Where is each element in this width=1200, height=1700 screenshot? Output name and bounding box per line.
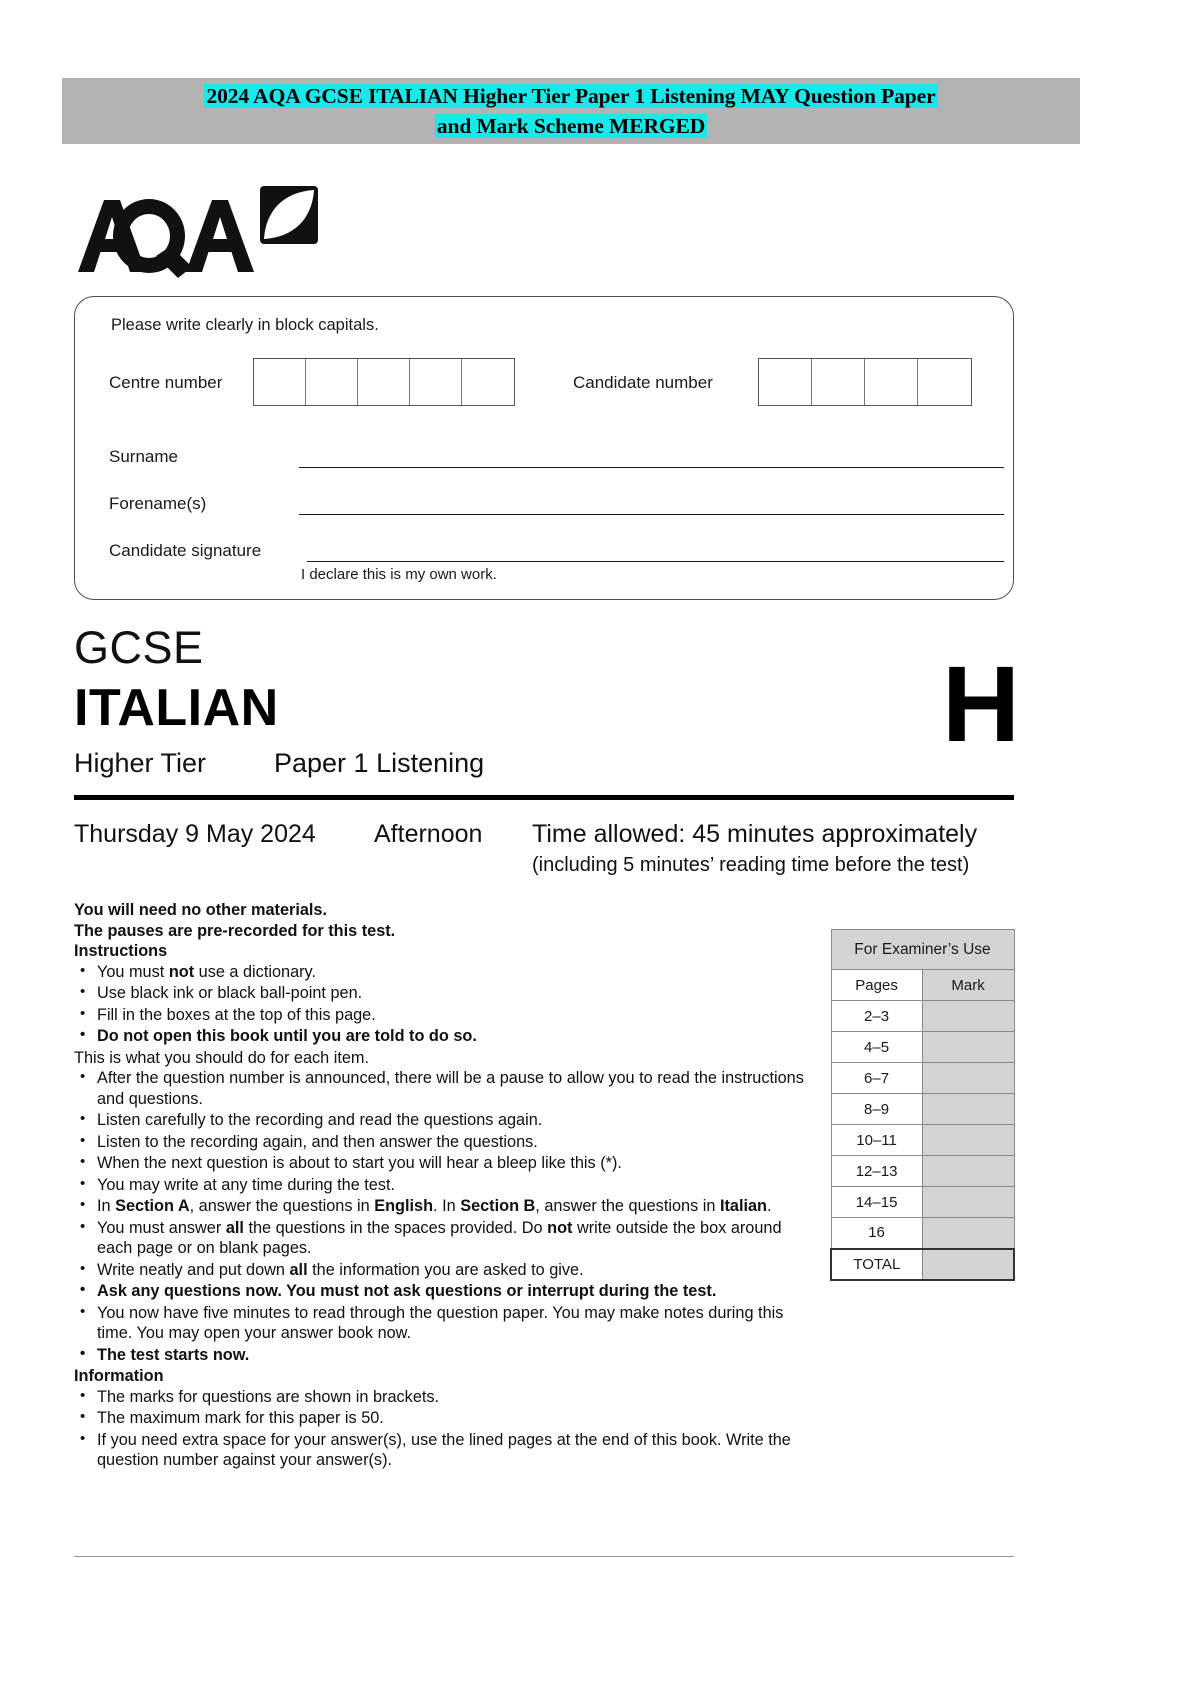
instructions-list-primary <box>74 962 819 1047</box>
table-row <box>831 1001 1014 1032</box>
exam-date: Thursday 9 May 2024 <box>74 820 316 848</box>
list-item <box>74 1430 819 1471</box>
examiner-table-body <box>831 930 1014 1280</box>
item-emphasis: not <box>547 1218 573 1237</box>
list-item-do-not-open <box>74 1026 819 1047</box>
centre-number-label: Centre number <box>109 373 223 392</box>
candidate-number-cell[interactable] <box>865 359 918 405</box>
list-item-five-minutes <box>74 1303 819 1344</box>
pages-range: 12–13 <box>831 1156 922 1187</box>
total-label: TOTAL <box>831 1249 922 1280</box>
item-text: After the question number is announced, there will be a pause to allow you to read the instructions and questions. <box>97 1069 804 1108</box>
time-allowed-note: (including 5 minutes’ reading time before the test) <box>532 854 970 876</box>
materials-note-2: The pauses are pre-recorded for this test. <box>74 921 396 940</box>
item-text: . In <box>433 1197 461 1215</box>
candidate-number-label: Candidate number <box>573 373 713 392</box>
forenames-input-line[interactable] <box>299 514 1004 515</box>
list-item <box>74 1110 819 1131</box>
aqa-logo <box>74 182 320 278</box>
item-text: The marks for questions are shown in brackets. <box>97 1387 440 1406</box>
candidate-details-box <box>74 296 1014 600</box>
item-emphasis: not <box>168 962 195 981</box>
pages-range: 16 <box>831 1218 922 1249</box>
table-row-columns <box>831 970 1014 1001</box>
item-emphasis: all <box>289 1260 308 1279</box>
item-emphasis: Section A <box>115 1197 190 1215</box>
centre-number-input[interactable] <box>253 358 515 406</box>
instructions-block <box>74 900 819 1472</box>
table-row <box>831 1218 1014 1249</box>
list-item-answer-all <box>74 1218 819 1259</box>
item-text: You now have five minutes to read through the question paper. You may make notes during this time. You may open your answer book now. <box>97 1303 784 1342</box>
item-text: , answer the questions in <box>189 1197 375 1215</box>
each-item-note: This is what you should do for each item. <box>74 1048 370 1067</box>
pages-range: 6–7 <box>831 1063 922 1094</box>
item-text: If you need extra space for your answer(s), use the lined pages at the end of this book. Write the question number against your answer(s). <box>97 1430 791 1469</box>
item-text: The maximum mark for this paper is 50. <box>97 1409 384 1427</box>
item-text: You must <box>97 962 169 981</box>
item-text: Listen carefully to the recording and read the questions again. <box>97 1111 543 1129</box>
time-allowed: Time allowed: 45 minutes approximately <box>532 820 978 848</box>
qualification-title: GCSE <box>74 622 204 673</box>
materials-note-1: You will need no other materials. <box>74 901 328 919</box>
item-emphasis: all <box>225 1218 244 1237</box>
item-text: In <box>97 1197 116 1215</box>
list-item-test-starts <box>74 1345 819 1366</box>
item-text: Use black ink or black ball-point pen. <box>97 984 363 1002</box>
centre-number-cell[interactable] <box>410 359 462 405</box>
item-text: write outside the box around each page or on blank pages. <box>97 1218 782 1257</box>
document-title-banner-text <box>62 78 1080 144</box>
table-row <box>831 1063 1014 1094</box>
surname-label: Surname <box>109 447 178 466</box>
exam-session: Afternoon <box>374 820 483 848</box>
mark-entry-cell[interactable] <box>922 1032 1014 1063</box>
banner-line-1: 2024 AQA GCSE ITALIAN Higher Tier Paper 1 Listening MAY Question Paper <box>206 84 936 108</box>
list-item-sections <box>74 1196 819 1217</box>
item-text: . <box>767 1197 772 1215</box>
table-row <box>831 1187 1014 1218</box>
mark-entry-cell[interactable] <box>922 1125 1014 1156</box>
banner-line-2: and Mark Scheme MERGED <box>436 114 706 138</box>
surname-input-line[interactable] <box>299 467 1004 468</box>
document-title-banner <box>62 78 1080 144</box>
aqa-logo-icon <box>74 182 320 278</box>
please-write-instruction: Please write clearly in block capitals. <box>111 316 379 334</box>
mark-entry-cell[interactable] <box>922 1094 1014 1125</box>
total-mark-cell[interactable] <box>922 1249 1014 1280</box>
table-row-header <box>831 930 1014 970</box>
list-item <box>74 983 819 1004</box>
list-item <box>74 1068 819 1109</box>
list-item-ask-questions <box>74 1281 819 1302</box>
mark-entry-cell[interactable] <box>922 1156 1014 1187</box>
pages-range: 10–11 <box>831 1125 922 1156</box>
candidate-number-input[interactable] <box>758 358 972 406</box>
pages-range: 2–3 <box>831 1001 922 1032</box>
item-text: Fill in the boxes at the top of this page. <box>97 1005 376 1024</box>
mark-entry-cell[interactable] <box>922 1001 1014 1032</box>
item-emphasis: Section B <box>460 1197 536 1215</box>
list-item <box>74 1175 819 1196</box>
table-row <box>831 1156 1014 1187</box>
page-footer-divider <box>74 1556 1014 1557</box>
item-text: the questions in the spaces provided. Do <box>243 1218 548 1237</box>
pages-range: 4–5 <box>831 1032 922 1063</box>
tier-label: Higher Tier <box>74 748 207 778</box>
pages-range: 14–15 <box>831 1187 922 1218</box>
item-text: You may write at any time during the test. <box>97 1175 396 1194</box>
item-text: You must answer <box>97 1218 226 1237</box>
table-row <box>831 1094 1014 1125</box>
item-text: Write neatly and put down <box>97 1260 290 1279</box>
list-item <box>74 1153 819 1174</box>
information-list <box>74 1387 819 1471</box>
subject-title: ITALIAN <box>74 679 279 737</box>
item-emphasis: Italian <box>719 1197 767 1215</box>
instructions-list-procedure <box>74 1068 819 1365</box>
list-item <box>74 1387 819 1408</box>
table-row-total <box>831 1249 1014 1280</box>
list-item-write-neatly <box>74 1260 819 1281</box>
candidate-signature-input-line[interactable] <box>307 561 1004 562</box>
column-header-mark: Mark <box>922 970 1014 1001</box>
forenames-label: Forename(s) <box>109 494 207 513</box>
centre-number-cell[interactable] <box>254 359 306 405</box>
declaration-text: I declare this is my own work. <box>301 566 497 583</box>
centre-number-cell[interactable] <box>306 359 358 405</box>
examiner-table-title: For Examiner’s Use <box>831 930 1014 970</box>
instructions-heading: Instructions <box>74 942 168 960</box>
information-heading: Information <box>74 1367 164 1385</box>
list-item <box>74 1408 819 1429</box>
list-item <box>74 962 819 983</box>
item-text: the information you are asked to give. <box>307 1260 584 1279</box>
title-divider <box>74 795 1014 800</box>
item-emphasis: English <box>374 1197 434 1215</box>
item-text: The test starts now. <box>97 1345 250 1364</box>
item-text: Listen to the recording again, and then answer the questions. <box>97 1132 538 1151</box>
pages-range: 8–9 <box>831 1094 922 1125</box>
candidate-number-cell[interactable] <box>918 359 971 405</box>
mark-entry-cell[interactable] <box>922 1187 1014 1218</box>
mark-entry-cell[interactable] <box>922 1218 1014 1249</box>
list-item <box>74 1005 819 1026</box>
examiner-use-table <box>830 929 1015 1281</box>
candidate-number-cell[interactable] <box>759 359 812 405</box>
table-row <box>831 1125 1014 1156</box>
centre-number-cell[interactable] <box>462 359 514 405</box>
candidate-number-cell[interactable] <box>812 359 865 405</box>
item-text: Do not open this book until you are told to do so. <box>97 1027 477 1045</box>
item-text: Ask any questions now. You must not ask questions or interrupt during the test. <box>97 1282 717 1300</box>
item-text: , answer the questions in <box>535 1197 720 1215</box>
mark-entry-cell[interactable] <box>922 1063 1014 1094</box>
centre-number-cell[interactable] <box>358 359 410 405</box>
table-row <box>831 1032 1014 1063</box>
list-item <box>74 1132 819 1153</box>
item-text: When the next question is about to start you will hear a bleep like this (*). <box>97 1154 622 1172</box>
tier-letter-badge: H <box>942 643 1020 764</box>
candidate-signature-label: Candidate signature <box>109 541 262 560</box>
item-text-tail: use a dictionary. <box>194 962 316 981</box>
paper-label: Paper 1 Listening <box>274 748 485 778</box>
column-header-pages: Pages <box>831 970 922 1001</box>
